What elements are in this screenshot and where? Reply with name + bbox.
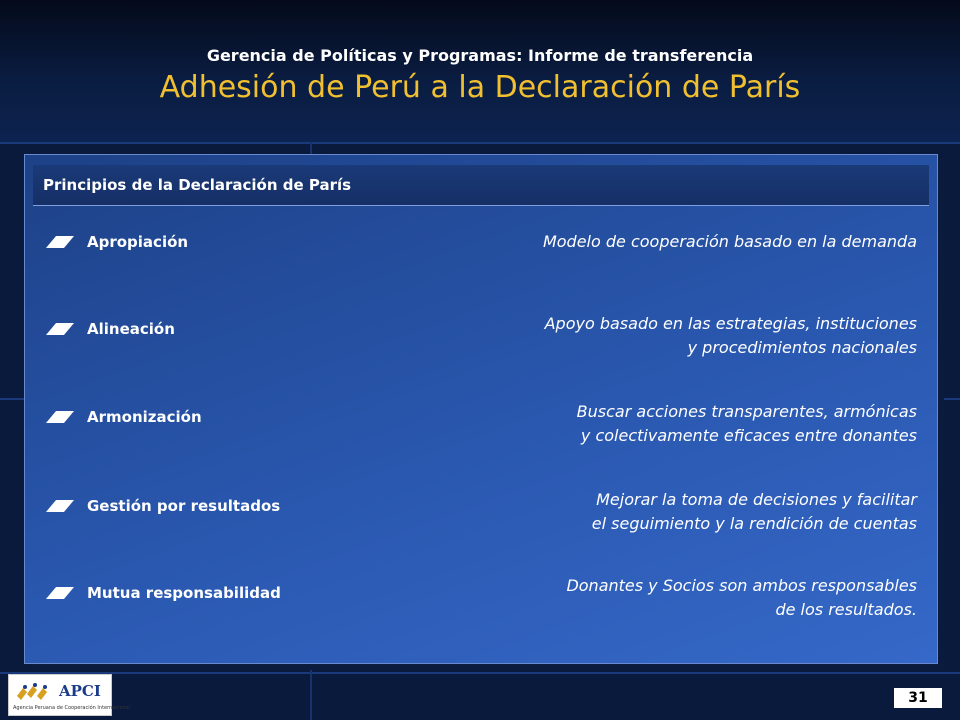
principle-description xyxy=(397,574,917,622)
principle-description xyxy=(397,488,917,536)
divider xyxy=(0,142,960,144)
description-line: Buscar acciones transparentes, armónicas xyxy=(576,402,917,421)
description-line: de los resultados. xyxy=(775,600,917,619)
description-line: el seguimiento y la rendición de cuentas xyxy=(591,514,917,533)
panel-heading: Principios de la Declaración de París xyxy=(43,176,352,194)
principle-description xyxy=(397,400,917,448)
description-line: y colectivamente eficaces entre donantes xyxy=(580,426,917,445)
principle-label: Gestión por resultados xyxy=(87,497,281,515)
description-line: Mejorar la toma de decisiones y facilitar xyxy=(596,490,917,509)
panel-header xyxy=(33,165,929,206)
bullet-icon xyxy=(46,587,74,599)
principle-label: Mutua responsabilidad xyxy=(87,584,281,602)
description-line: Apoyo basado en las estrategias, instituciones xyxy=(544,314,917,333)
page-number: 31 xyxy=(894,688,942,708)
divider xyxy=(0,672,960,674)
principle-item xyxy=(25,231,325,255)
header-subtitle: Gerencia de Políticas y Programas: Informe de transferencia xyxy=(206,46,754,65)
principle-description xyxy=(397,230,917,254)
bullet-icon xyxy=(46,411,74,423)
slide-title: Adhesión de Perú a la Declaración de París xyxy=(159,70,801,105)
description-line: Modelo de cooperación basado en la demanda xyxy=(542,232,917,251)
principle-description xyxy=(397,312,917,360)
bullet-icon xyxy=(46,500,74,512)
principle-item xyxy=(25,406,325,430)
principle-item xyxy=(25,495,325,519)
description-line: Donantes y Socios son ambos responsables xyxy=(566,576,917,595)
apci-logo xyxy=(8,674,131,716)
slide-header xyxy=(0,0,960,142)
principle-label: Armonización xyxy=(87,408,202,426)
bullet-icon xyxy=(46,323,74,335)
apci-emblem-icon xyxy=(15,682,55,702)
principle-label: Alineación xyxy=(87,320,175,338)
logo-text: APCI xyxy=(59,682,101,700)
principles-panel xyxy=(24,154,938,664)
logo-subtext: Agencia Peruana de Cooperación Internacional xyxy=(13,705,131,711)
description-line: y procedimientos nacionales xyxy=(687,338,917,357)
principle-label: Apropiación xyxy=(87,233,189,251)
principle-item xyxy=(25,318,325,342)
principle-item xyxy=(25,582,325,606)
bullet-icon xyxy=(46,236,74,248)
